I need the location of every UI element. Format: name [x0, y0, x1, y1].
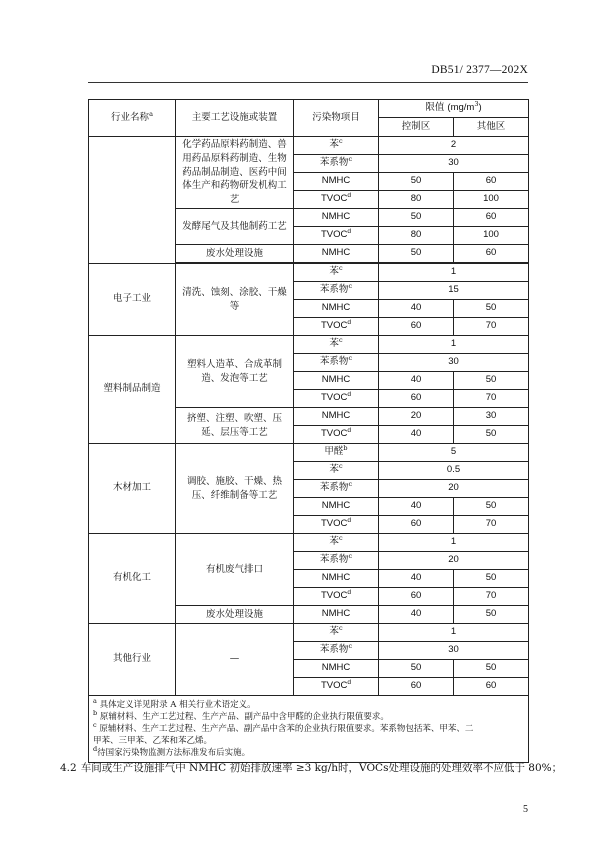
note-b: $^b$ 原辅材料、生产工艺过程、生产产品、副产品中含甲醛的企业执行限值要求。 [93, 709, 389, 723]
pollutant-cell: TVOC$^d$ [294, 426, 379, 444]
limit-control: 40 [379, 498, 454, 516]
table-header-row [89, 100, 529, 118]
process-cell: 化学药品原料药制造、兽用药品原料药制造、生物药品制品制造、医药中间体生产和药物研发机构工艺 [176, 137, 294, 209]
limit-control: 60 [379, 390, 454, 408]
emission-limits-table [88, 99, 529, 763]
document-code: DB51/ 2377—202X [431, 64, 528, 76]
limit-other: 50 [454, 498, 529, 516]
pollutant-cell: TVOC$^d$ [294, 588, 379, 606]
limit-other: 30 [454, 408, 529, 426]
table-notes-row [89, 696, 529, 763]
limit-value: 5 [379, 444, 529, 462]
table-row [89, 137, 529, 155]
pollutant-cell: 苯系物$^c$ [294, 480, 379, 498]
pollutant-cell: 苯$^c$ [294, 462, 379, 480]
limit-control: 50 [379, 209, 454, 227]
process-cell: 有机废气排口 [176, 534, 294, 606]
process-cell: 发酵尾气及其他制药工艺 [176, 209, 294, 245]
limit-control: 40 [379, 570, 454, 588]
note-a: $^a$ 具体定义详见附录 A 相关行业术语定义。 [93, 697, 256, 710]
limit-control: 40 [379, 606, 454, 624]
limit-control: 60 [379, 678, 454, 696]
limit-value: 1 [379, 624, 529, 642]
header-rule [88, 82, 528, 83]
pollutant-cell: NMHC [294, 300, 379, 318]
clause-number: 4.2 [60, 762, 77, 774]
pollutant-cell: NMHC [294, 660, 379, 678]
limit-value: 30 [379, 354, 529, 372]
limit-control: 50 [379, 173, 454, 191]
limit-control: 50 [379, 660, 454, 678]
limit-value: 2 [379, 137, 529, 155]
table-row [89, 264, 529, 282]
limit-control: 60 [379, 516, 454, 534]
limit-value: 0.5 [379, 462, 529, 480]
pollutant-cell: 苯$^c$ [294, 137, 379, 155]
limit-value: 20 [379, 552, 529, 570]
limit-other: 50 [454, 660, 529, 678]
limit-other: 50 [454, 570, 529, 588]
limit-control: 20 [379, 408, 454, 426]
clause-text: 车间或生产设施排气中 NMHC 初始排放速率 ≥3 kg/h时，VOCs处理设施的处理效率不应低于 80%； [80, 762, 563, 774]
pollutant-cell: NMHC [294, 570, 379, 588]
limit-control: 50 [379, 245, 454, 263]
page-number: 5 [523, 804, 528, 815]
table-notes [89, 696, 529, 763]
header-limit: 限值 $(mg/m^3)$ [379, 100, 529, 118]
limit-other: 50 [454, 372, 529, 390]
limit-value: 1 [379, 264, 529, 282]
limit-control: 40 [379, 300, 454, 318]
limit-control: 40 [379, 426, 454, 444]
limit-other: 70 [454, 516, 529, 534]
pollutant-cell: 苯系物$^c$ [294, 552, 379, 570]
limit-value: 1 [379, 534, 529, 552]
limit-other: 100 [454, 227, 529, 245]
limit-control: 80 [379, 227, 454, 245]
process-cell: — [176, 624, 294, 696]
pollutant-cell: 苯系物$^c$ [294, 282, 379, 300]
header-process: 主要工艺设施或装置 [176, 100, 294, 137]
header-pollutant: 污染物项目 [294, 100, 379, 137]
industry-cell [89, 137, 176, 264]
industry-cell: 有机化工 [89, 534, 176, 624]
note-c-cont: 甲苯、三甲苯、乙苯和苯乙烯。 [93, 736, 213, 747]
table-row [89, 336, 529, 354]
note-c: $^c$ 原辅材料、生产工艺过程、生产产品、副产品中含苯的企业执行限值要求。苯系物包括苯、甲苯、二 [93, 721, 474, 735]
pollutant-cell: NMHC [294, 372, 379, 390]
limit-control: 60 [379, 588, 454, 606]
table-row [89, 444, 529, 462]
limit-other: 70 [454, 318, 529, 336]
process-cell: 调胶、施胶、干燥、热压、纤维制备等工艺 [176, 444, 294, 534]
pollutant-cell: 苯系物$^c$ [294, 354, 379, 372]
limit-other: 70 [454, 390, 529, 408]
limit-other: 50 [454, 426, 529, 444]
limit-value: 15 [379, 282, 529, 300]
process-cell: 废水处理设施 [176, 245, 294, 263]
pollutant-cell: 苯$^c$ [294, 336, 379, 354]
pollutant-cell: 苯系物$^c$ [294, 155, 379, 173]
table-row [89, 624, 529, 642]
limit-other: 50 [454, 300, 529, 318]
header-control-zone: 控制区 [379, 118, 454, 137]
limit-value: 1 [379, 336, 529, 354]
pollutant-cell: NMHC [294, 606, 379, 624]
limit-value: 30 [379, 155, 529, 173]
limit-other: 60 [454, 678, 529, 696]
pollutant-cell: TVOC$^d$ [294, 318, 379, 336]
pollutant-cell: NMHC [294, 209, 379, 227]
pollutant-cell: 苯$^c$ [294, 264, 379, 282]
pollutant-cell: TVOC$^d$ [294, 390, 379, 408]
pollutant-cell: NMHC [294, 498, 379, 516]
limit-value: 30 [379, 642, 529, 660]
pollutant-cell: NMHC [294, 245, 379, 263]
limit-other: 60 [454, 245, 529, 263]
header-other-zone: 其他区 [454, 118, 529, 137]
limit-control: 40 [379, 372, 454, 390]
pollutant-cell: NMHC [294, 408, 379, 426]
limit-other: 50 [454, 606, 529, 624]
limit-value: 20 [379, 480, 529, 498]
limit-other: 60 [454, 173, 529, 191]
process-cell: 清洗、蚀刻、涂胶、干燥等 [176, 264, 294, 336]
pollutant-cell: NMHC [294, 173, 379, 191]
note-d: $^d$待国家污染物监测方法标准发布后实施。 [93, 745, 251, 759]
pollutant-cell: TVOC$^d$ [294, 191, 379, 209]
pollutant-cell: TVOC$^d$ [294, 678, 379, 696]
pollutant-cell: 苯系物$^c$ [294, 642, 379, 660]
pollutant-cell: 苯$^c$ [294, 624, 379, 642]
limit-control: 60 [379, 318, 454, 336]
table-row [89, 534, 529, 552]
limit-control: 80 [379, 191, 454, 209]
clause-4-2 [60, 760, 563, 775]
limit-other: 60 [454, 209, 529, 227]
process-cell: 废水处理设施 [176, 606, 294, 624]
industry-cell: 塑料制品制造 [89, 336, 176, 444]
pollutant-cell: 甲醛$^b$ [294, 444, 379, 462]
pollutant-cell: TVOC$^d$ [294, 516, 379, 534]
process-cell: 塑料人造革、合成革制造、发泡等工艺 [176, 336, 294, 408]
header-industry: 行业名称$^a$ [89, 100, 176, 137]
industry-cell: 电子工业 [89, 264, 176, 336]
industry-cell: 木材加工 [89, 444, 176, 534]
process-cell: 挤塑、注塑、吹塑、压延、层压等工艺 [176, 408, 294, 444]
pollutant-cell: 苯$^c$ [294, 534, 379, 552]
industry-cell: 其他行业 [89, 624, 176, 696]
pollutant-cell: TVOC$^d$ [294, 227, 379, 245]
limit-other: 70 [454, 588, 529, 606]
limit-other: 100 [454, 191, 529, 209]
